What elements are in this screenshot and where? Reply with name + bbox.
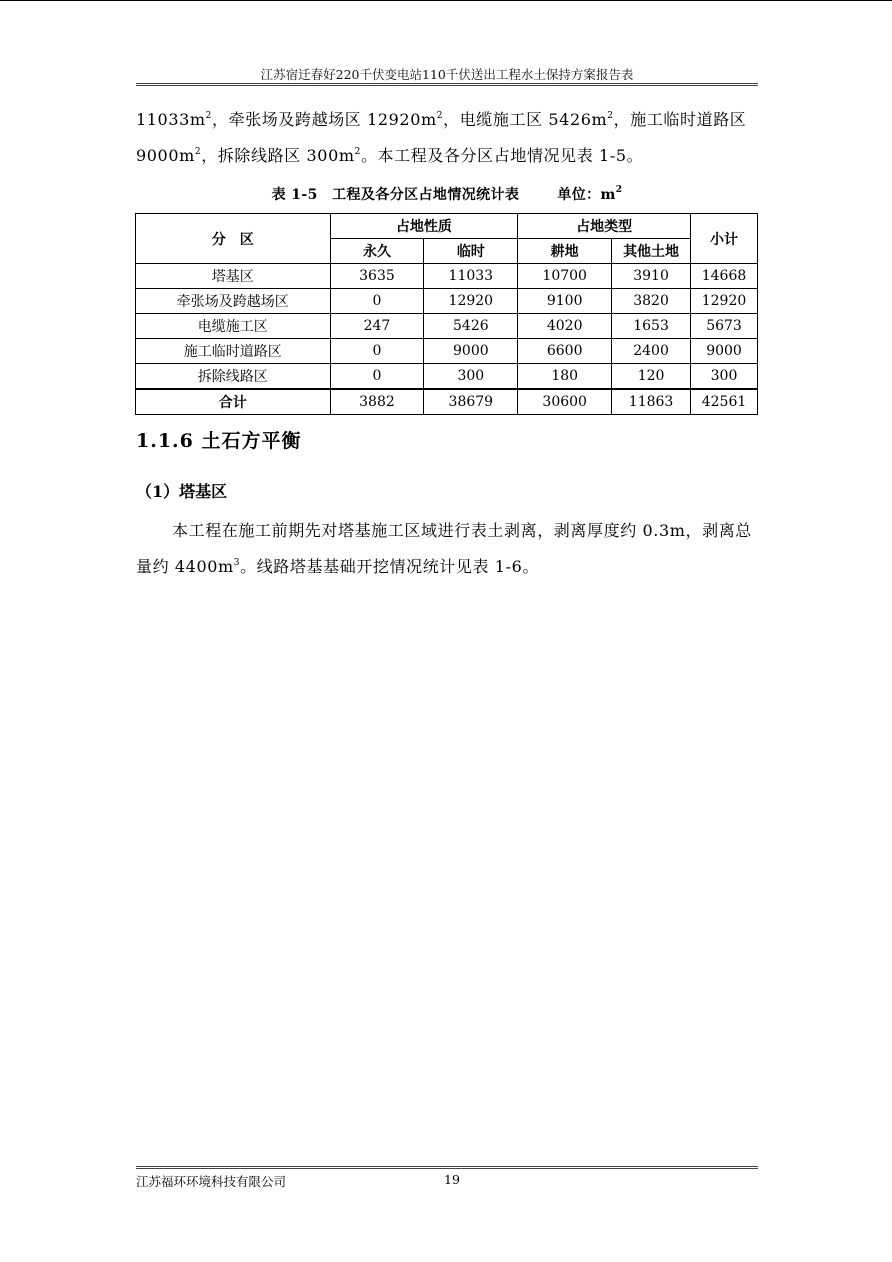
cell-temporary: 300	[424, 364, 518, 390]
cell-farmland: 6600	[518, 339, 612, 364]
cell-subtotal: 42561	[691, 389, 758, 415]
header-farmland: 耕地	[518, 239, 612, 264]
cell-permanent: 3882	[330, 389, 424, 415]
cell-other-land: 11863	[612, 389, 691, 415]
footer-company: 江苏福环环境科技有限公司	[136, 1174, 287, 1189]
cell-temporary: 12920	[424, 289, 518, 314]
cell-subtotal: 14668	[691, 264, 758, 289]
header-land-type: 占地类型	[518, 214, 691, 239]
header-other-land: 其他土地	[612, 239, 691, 264]
cell-permanent: 0	[330, 339, 424, 364]
cell-subtotal: 12920	[691, 289, 758, 314]
running-header: 江苏宿迁春好220千伏变电站110千伏送出工程水土保持方案报告表	[260, 67, 634, 82]
header-subtotal: 小计	[691, 214, 758, 264]
table-unit: 单位：$m^2$	[557, 185, 623, 203]
cell-permanent: 247	[330, 314, 424, 339]
cell-zone: 电缆施工区	[136, 314, 331, 339]
cell-permanent: 3635	[330, 264, 424, 289]
cell-other-land: 3910	[612, 264, 691, 289]
cell-zone: 施工临时道路区	[136, 339, 331, 364]
cell-temporary: 9000	[424, 339, 518, 364]
table-row	[136, 289, 758, 314]
table-header-row	[136, 214, 758, 239]
cell-subtotal: 9000	[691, 339, 758, 364]
cell-temporary: 11033	[424, 264, 518, 289]
cell-farmland: 180	[518, 364, 612, 390]
header-land-nature: 占地性质	[330, 214, 518, 239]
cell-other-land: 120	[612, 364, 691, 390]
footer-rule	[136, 1168, 758, 1169]
paragraph-topsoil: 本工程在施工前期先对塔基施工区域进行表土剥离，剥离厚度约 0.3m，剥离总量约 $4400m^3$。线路塔基基础开挖情况统计见表 1-6。	[136, 521, 752, 576]
paragraph-land-areas: $11033m^2$，牵张场及跨越场区 $12920m^2$，电缆施工区 $5426m^2$，施工临时道路区 $9000m^2$，拆除线路区 $300m^2$。本工程及各分区占地情况见表 1-5。	[136, 110, 747, 165]
footer-rule	[136, 1166, 758, 1167]
header-temporary: 临时	[424, 239, 518, 264]
cell-zone: 牵张场及跨越场区	[136, 289, 331, 314]
table-row	[136, 264, 758, 289]
table-total-row	[136, 389, 758, 415]
cell-other-land: 3820	[612, 289, 691, 314]
land-occupation-table	[135, 213, 758, 415]
header-rule	[136, 85, 758, 86]
header-rule	[136, 83, 758, 84]
cell-subtotal: 5673	[691, 314, 758, 339]
table-row	[136, 339, 758, 364]
cell-farmland: 9100	[518, 289, 612, 314]
cell-permanent: 0	[330, 289, 424, 314]
cell-other-land: 2400	[612, 339, 691, 364]
cell-zone: 塔基区	[136, 264, 331, 289]
cell-zone: 拆除线路区	[136, 364, 331, 390]
section-heading: 1.1.6 土石方平衡	[136, 430, 302, 452]
table-row	[136, 364, 758, 390]
header-permanent: 永久	[330, 239, 424, 264]
cell-other-land: 1653	[612, 314, 691, 339]
cell-temporary: 38679	[424, 389, 518, 415]
cell-temporary: 5426	[424, 314, 518, 339]
table-caption: 表 1-5 工程及各分区占地情况统计表 单位：$m^2$	[271, 185, 623, 203]
header-zone: 分 区	[136, 214, 331, 264]
page-number: 19	[444, 1172, 460, 1187]
cell-farmland: 4020	[518, 314, 612, 339]
cell-zone: 合计	[136, 389, 331, 415]
cell-farmland: 30600	[518, 389, 612, 415]
cell-farmland: 10700	[518, 264, 612, 289]
subsection-heading: （1）塔基区	[136, 482, 228, 501]
table-row	[136, 314, 758, 339]
cell-subtotal: 300	[691, 364, 758, 390]
page-top-border	[0, 0, 892, 1]
cell-permanent: 0	[330, 364, 424, 390]
